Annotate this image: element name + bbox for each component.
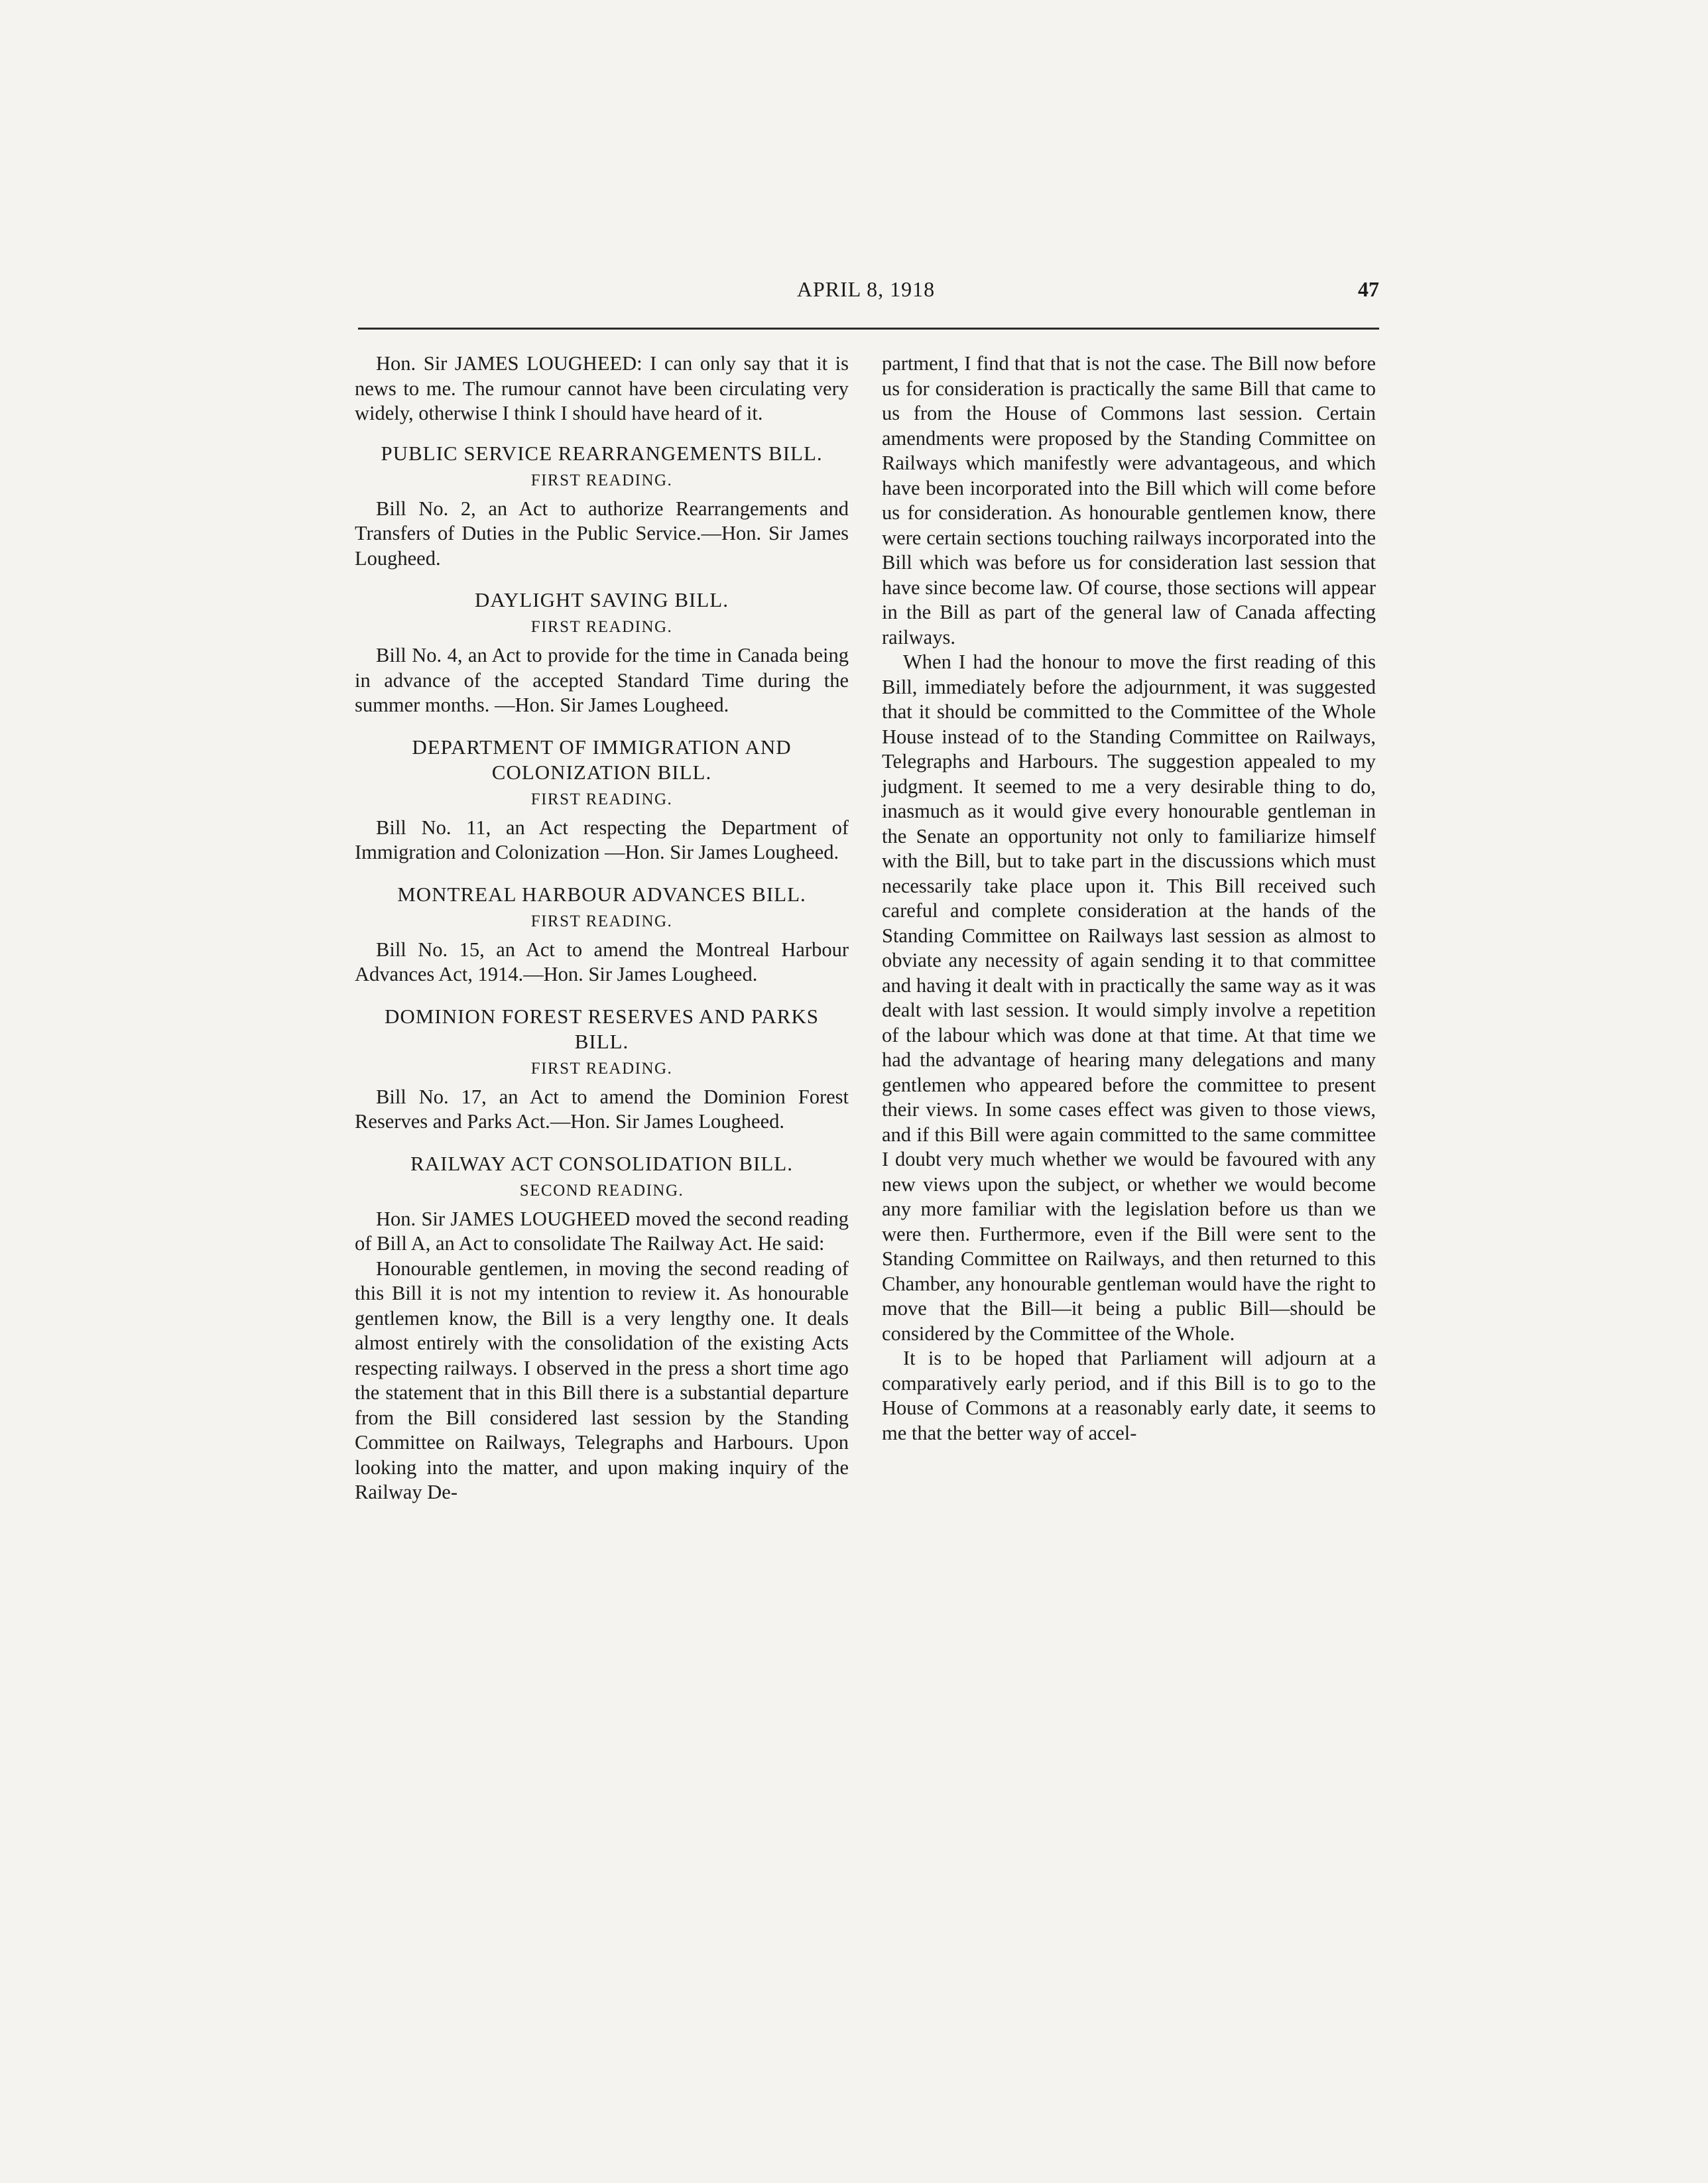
- section-heading: RAILWAY ACT CONSOLIDATION BILL.: [410, 1151, 793, 1175]
- header-date: APRIL 8, 1918: [796, 277, 936, 301]
- section-paragraph: Bill No. 17, an Act to amend the Dominion Forest Reserves and Parks Act.—Hon. Sir James Lougheed.: [355, 1085, 849, 1133]
- right-column: [882, 351, 1376, 1446]
- section-paragraph: Bill No. 11, an Act respecting the Department of Immigration and Colonization —Hon. Sir James Lougheed.: [355, 816, 849, 863]
- section-paragraph: Hon. Sir JAMES LOUGHEED moved the second reading of Bill A, an Act to consolidate The Railway Act. He said:: [355, 1207, 849, 1255]
- section-paragraph: Bill No. 4, an Act to provide for the time in Canada being in advance of the accepted Standard Time during the summer months. —Hon. Sir James Lougheed.: [355, 644, 849, 716]
- section-paragraph: Honourable gentlemen, in moving the second reading of this Bill it is not my intention to review it. As honourable gentlemen know, the Bill is a very lengthy one. It deals almost entirely with the consolidation of the existing Acts respecting railways. I observed in the press a short time ago the statement that in this Bill there is a substantial departure from the Bill considered last session by the Standing Committee on Railways, Telegraphs and Harbours. Upon looking into the matter, and upon making inquiry of the Railway De-: [355, 1257, 849, 1503]
- left-column: [355, 351, 849, 1505]
- body-paragraph: When I had the honour to move the first reading of this Bill, immediately before the adjournment, it was suggested that it should be committed to the Committee of the Whole House instead of to the Standing Committee on Railways, Telegraphs and Harbours. The suggestion appealed to my judgment. It seemed to me a very desirable thing to do, inasmuch as it would give every honourable gentleman in the Senate an opportunity not only to familiarize himself with the Bill, but to take part in the discussions which must necessarily take place upon it. This Bill received such careful and complete consideration at the hands of the Standing Committee on Railways last session as almost to obviate any necessity of again sending it to that committee and having it dealt with in practically the same way as it was dealt with last session. It would simply involve a repetition of the labour which was done at that time. At that time we had the advantage of hearing many delegations and many gentlemen who appeared before the committee to present their views. In some cases effect was given to those views, and if this Bill were again committed to the same committee I doubt very much whether we would be favoured with any new views upon the subject, or whether we would become any more familiar with the legislation before us than we were then. Furthermore, even if the Bill were sent to the Standing Committee on Railways, and then returned to this Chamber, any honourable gentleman would have the right to move that the Bill—it being a public Bill—should be considered by the Committee of the Whole.: [882, 651, 1376, 1345]
- section-subheading: FIRST READING.: [530, 471, 673, 489]
- section-subheading: FIRST READING.: [530, 1059, 673, 1078]
- continued-paragraph: partment, I find that that is not the case. The Bill now before us for consideration is practically the same Bill that came to us from the House of Commons last session. Certain amendments were proposed by the Standing Committee on Railways which manifestly were advantageous, and which have been incorporated into the Bill which will come before us for consideration. As honourable gentlemen know, there were certain sections touching railways incorporated into the Bill which was before us for consideration last session that have since become law. Of course, those sections will appear in the Bill as part of the general law of Canada affecting railways.: [882, 352, 1376, 649]
- intro-paragraph: Hon. Sir JAMES LOUGHEED: I can only say that it is news to me. The rumour cannot have been circulating very widely, otherwise I think I should have heard of it.: [355, 352, 849, 424]
- section-subheading: FIRST READING.: [530, 912, 673, 930]
- section-paragraph: Bill No. 15, an Act to amend the Montreal Harbour Advances Act, 1914.—Hon. Sir James Lougheed.: [355, 938, 849, 985]
- section-paragraph: Bill No. 2, an Act to authorize Rearrangements and Transfers of Duties in the Public Service.—Hon. Sir James Lougheed.: [355, 497, 849, 570]
- section-heading: DAYLIGHT SAVING BILL.: [475, 588, 729, 611]
- body-paragraph: It is to be hoped that Parliament will adjourn at a comparatively early period, and if this Bill is to go to the House of Commons at a reasonably early date, it seems to me that the better way of accel-: [882, 1347, 1376, 1444]
- page-number: 47: [1358, 277, 1379, 301]
- page-header: [353, 277, 1379, 317]
- section-subheading: FIRST READING.: [530, 618, 673, 636]
- section-heading: DEPARTMENT OF IMMIGRATION AND COLONIZATION BILL.: [412, 735, 792, 784]
- section-heading: MONTREAL HARBOUR ADVANCES BILL.: [397, 882, 806, 906]
- section-heading: DOMINION FOREST RESERVES AND PARKS BILL.: [384, 1004, 820, 1053]
- section-subheading: SECOND READING.: [519, 1181, 684, 1200]
- header-rule: [358, 328, 1379, 330]
- section-subheading: FIRST READING.: [530, 790, 673, 808]
- section-heading: PUBLIC SERVICE REARRANGEMENTS BILL.: [381, 441, 823, 465]
